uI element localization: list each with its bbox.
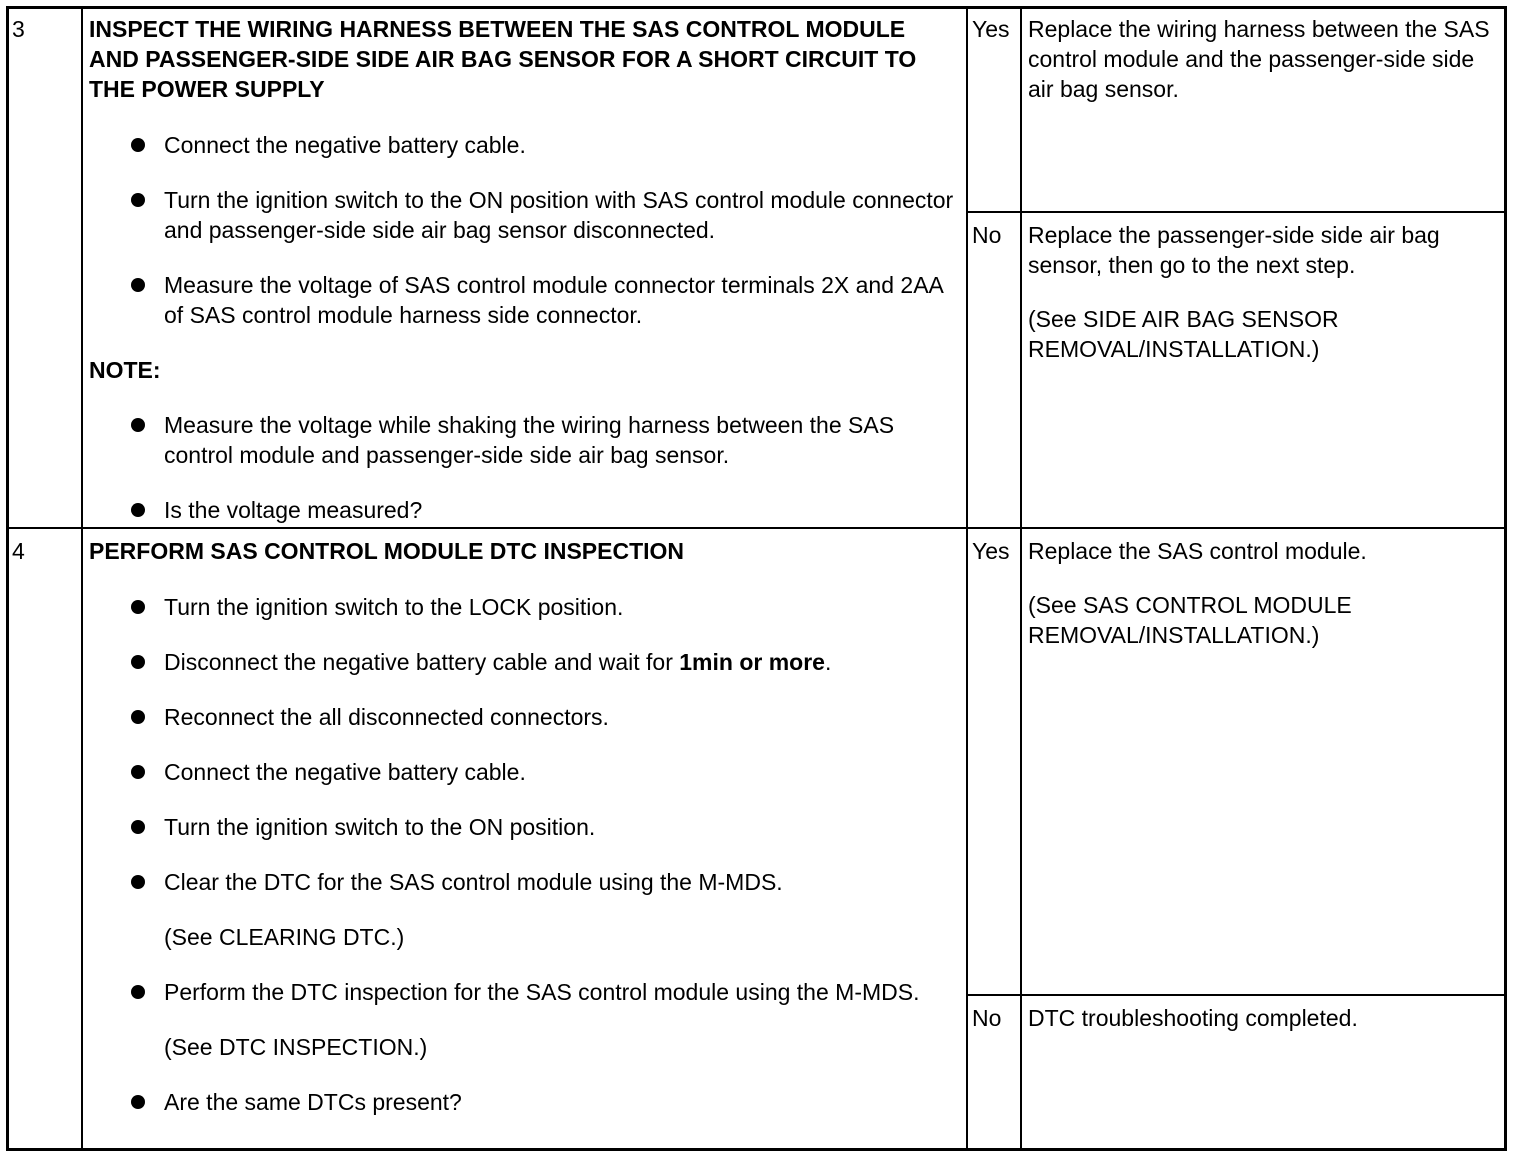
yes-no-divider: [966, 994, 1507, 996]
bullet-icon: [131, 600, 145, 614]
list-item: Perform the DTC inspection for the SAS control module using the M-MDS.: [89, 977, 959, 1007]
bullet-icon: [131, 765, 145, 779]
bullet-icon: [131, 193, 145, 207]
step-number: 4: [12, 538, 25, 564]
list-item: Turn the ignition switch to the LOCK position.: [89, 592, 959, 622]
bullet-icon: [131, 1095, 145, 1109]
step-title: PERFORM SAS CONTROL MODULE DTC INSPECTION: [89, 538, 685, 564]
yes-no-divider: [966, 211, 1507, 213]
no-label: No: [972, 222, 1002, 248]
bullet-icon: [131, 138, 145, 152]
bullet-icon: [131, 418, 145, 432]
list-item: Measure the voltage of SAS control module connector terminals 2X and 2AA of SAS control module harness side connector.: [89, 270, 959, 330]
reference-text: (See SIDE AIR BAG SENSOR REMOVAL/INSTALLATION.): [1028, 306, 1339, 362]
yes-action: Replace the SAS control module. (See SAS CONTROL MODULE REMOVAL/INSTALLATION.): [1028, 536, 1498, 674]
bullet-icon: [131, 278, 145, 292]
column-divider: [966, 6, 968, 1151]
step-3-procedure: [89, 14, 959, 550]
reference-text: (See SAS CONTROL MODULE REMOVAL/INSTALLATION.): [1028, 592, 1352, 648]
list-item: Connect the negative battery cable.: [89, 757, 959, 787]
list-item: Disconnect the negative battery cable and wait for 1min or more.: [89, 647, 959, 677]
no-label: No: [972, 1005, 1002, 1031]
bullet-icon: [131, 655, 145, 669]
no-action: Replace the passenger-side side air bag sensor, then go to the next step. (See SIDE AIR BAG SENSOR REMOVAL/INSTALLATION.): [1028, 220, 1498, 388]
reference-text: (See DTC INSPECTION.): [164, 1034, 428, 1060]
bullet-icon: [131, 710, 145, 724]
step-4-procedure: [89, 536, 959, 1142]
step-number: 3: [12, 16, 25, 42]
bullet-icon: [131, 875, 145, 889]
list-item: Reconnect the all disconnected connectors.: [89, 702, 959, 732]
column-divider: [1020, 6, 1022, 1151]
list-item: Measure the voltage while shaking the wiring harness between the SAS control module and passenger-side side air bag sensor.: [89, 410, 959, 470]
bullet-icon: [131, 503, 145, 517]
list-item: Turn the ignition switch to the ON position.: [89, 812, 959, 842]
yes-label: Yes: [972, 538, 1010, 564]
reference-text: (See CLEARING DTC.): [164, 924, 405, 950]
list-item: Connect the negative battery cable.: [89, 130, 959, 160]
bullet-icon: [131, 985, 145, 999]
list-item: Clear the DTC for the SAS control module using the M-MDS.: [89, 867, 959, 897]
column-divider: [81, 6, 83, 1151]
no-action: DTC troubleshooting completed.: [1028, 1005, 1358, 1031]
list-item: Is the voltage measured?: [89, 495, 959, 525]
list-item: Are the same DTCs present?: [89, 1087, 959, 1117]
yes-action: Replace the wiring harness between the SAS control module and the passenger-side side air bag sensor.: [1028, 16, 1490, 102]
bullet-icon: [131, 820, 145, 834]
yes-label: Yes: [972, 16, 1010, 42]
list-item: Turn the ignition switch to the ON position with SAS control module connector and passenger-side side air bag sensor disconnected.: [89, 185, 959, 245]
note-label: NOTE:: [89, 357, 161, 383]
step-title: INSPECT THE WIRING HARNESS BETWEEN THE SAS CONTROL MODULE AND PASSENGER-SIDE SIDE AIR BAG SENSOR FOR A SHORT CIRCUIT TO THE POWER SUPPLY: [89, 16, 917, 102]
